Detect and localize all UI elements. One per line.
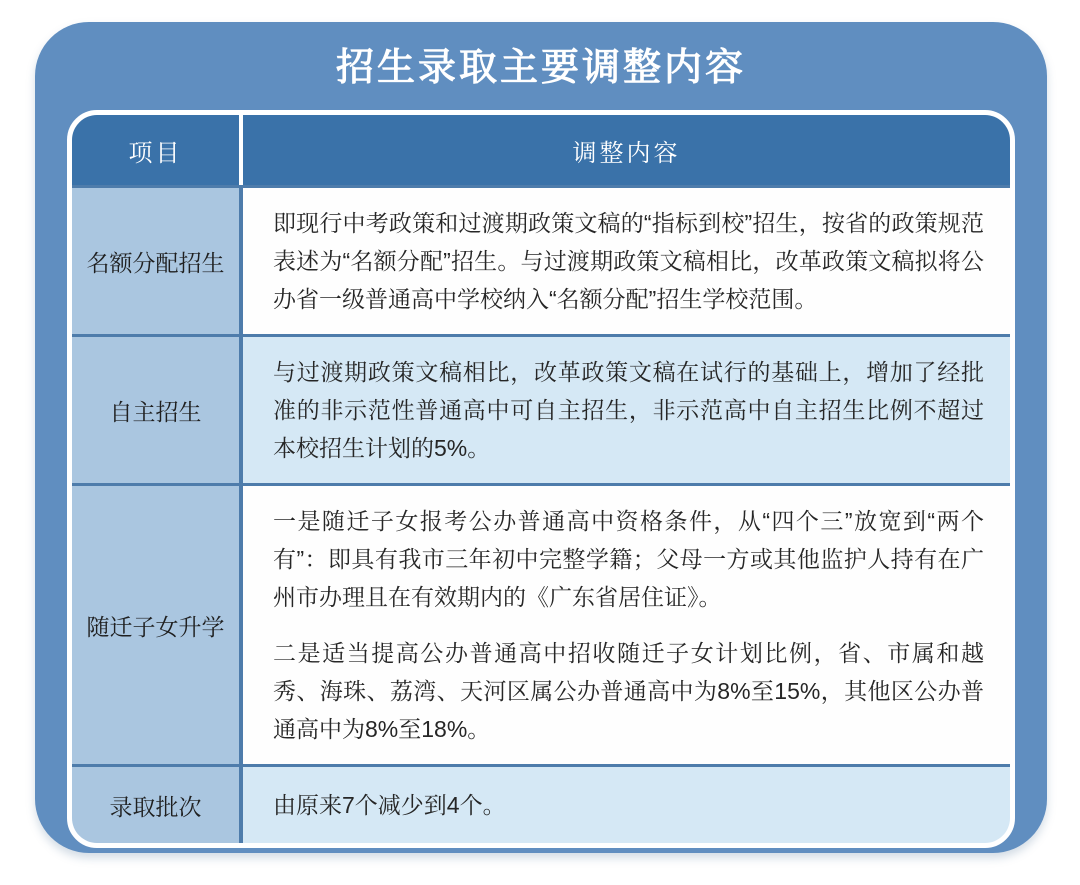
table-header-row <box>72 115 1010 185</box>
table-row-migrant-children <box>72 483 1010 764</box>
table-row-quota-allocation <box>72 185 1010 334</box>
row-content-cell <box>243 486 1010 764</box>
header-cell-item: 项目 <box>72 115 243 185</box>
header-cell-content: 调整内容 <box>243 115 1010 185</box>
adjustments-table <box>67 110 1015 848</box>
row-label-cell: 名额分配招生 <box>72 188 243 334</box>
row-content-cell <box>243 188 1010 334</box>
row-label-cell: 自主招生 <box>72 337 243 483</box>
content-paragraph: 由原来7个减少到4个。 <box>273 792 506 818</box>
table-row-independent-enrollment <box>72 334 1010 483</box>
row-content-cell <box>243 767 1010 843</box>
row-content-cell <box>243 337 1010 483</box>
content-paragraph: 一是随迁子女报考公办普通高中资格条件，从“四个三”放宽到“两个有”：即具有我市三年初中完整学籍；父母一方或其他监护人持有在广州市办理且在有效期内的《广东省居住证》。 <box>273 508 984 610</box>
content-paragraph: 与过渡期政策文稿相比，改革政策文稿在试行的基础上，增加了经批准的非示范性普通高中可自主招生，非示范高中自主招生比例不超过本校招生计划的5%。 <box>273 359 984 461</box>
page-title: 招生录取主要调整内容 <box>335 47 746 89</box>
policy-card <box>35 22 1047 853</box>
row-label-cell: 随迁子女升学 <box>72 486 243 764</box>
content-paragraph: 二是适当提高公办普通高中招收随迁子女计划比例，省、市属和越秀、海珠、荔湾、天河区属公办普通高中为8%至15%，其他区公办普通高中为8%至18%。 <box>273 640 984 742</box>
table-row-admission-batches <box>72 764 1010 843</box>
content-paragraph: 即现行中考政策和过渡期政策文稿的“指标到校”招生，按省的政策规范表述为“名额分配”招生。与过渡期政策文稿相比，改革政策文稿拟将公办省一级普通高中学校纳入“名额分配”招生学校范围。 <box>273 210 984 312</box>
row-label-cell: 录取批次 <box>72 767 243 843</box>
